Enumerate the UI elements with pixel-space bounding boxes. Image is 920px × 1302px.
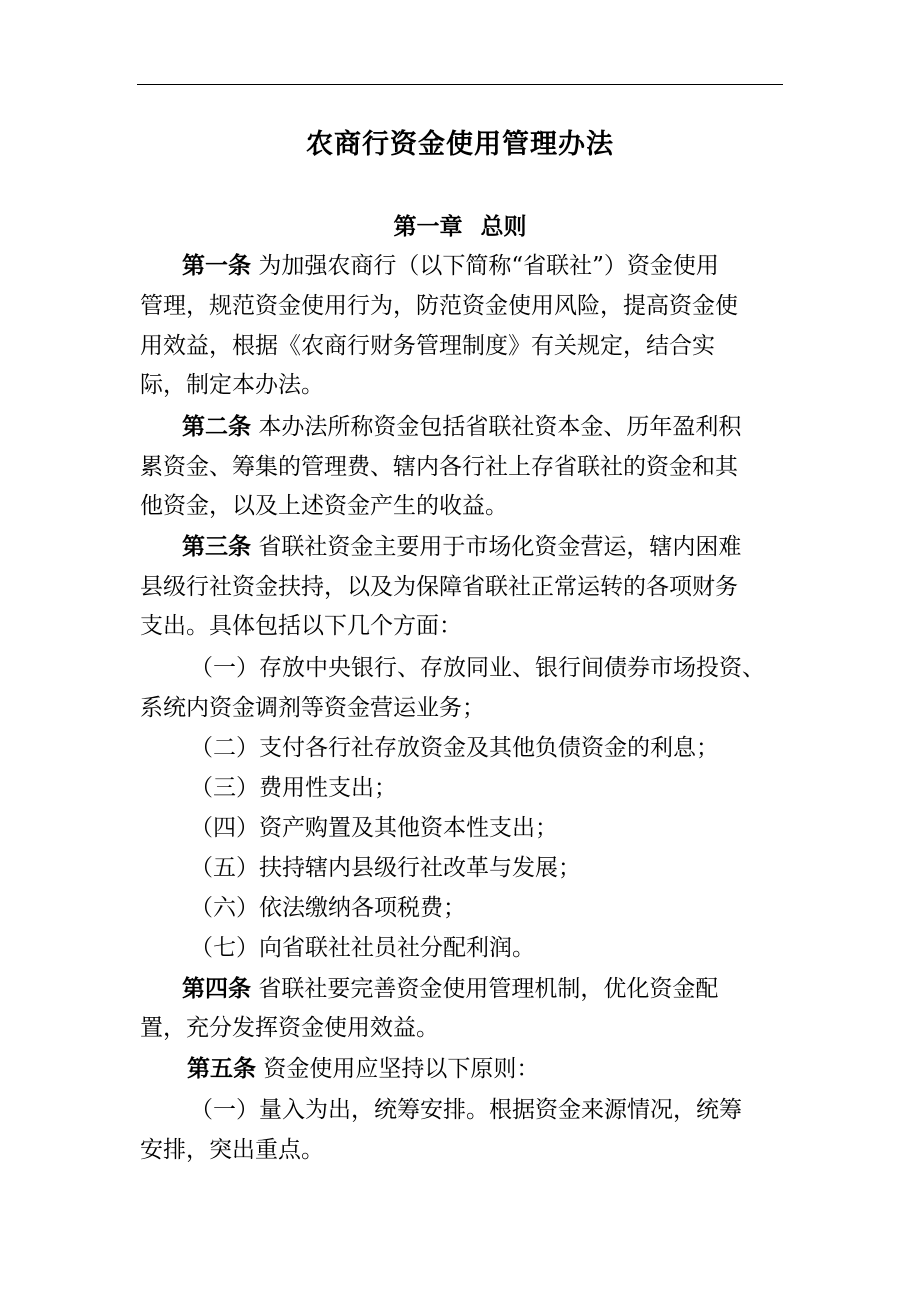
article-1-label: 第一条 xyxy=(182,253,251,279)
article-4-text-1: 省联社要完善资金使用管理机制，优化资金配 xyxy=(258,976,719,1002)
article-1-line-1 xyxy=(182,251,719,281)
article-1-line-2: 管理，规范资金使用行为，防范资金使用风险，提高资金使 xyxy=(140,293,738,319)
article-3-item-1-line-2: 系统内资金调剂等资金营运业务； xyxy=(140,695,485,721)
article-3-item-6: （六）依法缴纳各项税费； xyxy=(190,895,466,921)
article-1-line-3: 用效益，根据《农商行财务管理制度》有关规定，结合实 xyxy=(140,333,715,359)
article-1-line-4: 际，制定本办法。 xyxy=(140,372,324,398)
article-3-item-3: （三）费用性支出； xyxy=(190,775,397,801)
article-5-item-1-line-1: （一）量入为出，统筹安排。根据资金来源情况，统筹 xyxy=(190,1097,742,1123)
article-1-text-1: 为加强农商行（以下简称“省联社”）资金使用 xyxy=(258,253,719,279)
chapter-heading xyxy=(0,208,920,241)
header-rule xyxy=(137,84,783,85)
article-3-item-1-line-1: （一）存放中央银行、存放同业、银行间债券市场投资、 xyxy=(190,655,765,681)
article-2-label: 第二条 xyxy=(182,414,251,440)
document-title: 农商行资金使用管理办法 xyxy=(306,129,614,160)
article-3-item-5: （五）扶持辖内县级行社改革与发展； xyxy=(190,855,581,881)
article-5-item-1-line-2: 安排，突出重点。 xyxy=(140,1137,324,1163)
article-4-label: 第四条 xyxy=(182,976,251,1002)
article-5-label: 第五条 xyxy=(187,1056,256,1082)
article-3-line-2: 县级行社资金扶持，以及为保障省联社正常运转的各项财务 xyxy=(140,574,738,600)
article-3-item-7: （七）向省联社社员社分配利润。 xyxy=(190,935,535,961)
article-3-line-3: 支出。具体包括以下几个方面： xyxy=(140,613,462,639)
article-4-line-1 xyxy=(182,974,718,1004)
article-2-text-1: 本办法所称资金包括省联社资本金、历年盈利积 xyxy=(258,414,742,440)
article-3-item-4: （四）资产购置及其他资本性支出； xyxy=(190,815,558,841)
article-5-text-1: 资金使用应坚持以下原则： xyxy=(263,1056,540,1082)
article-4-line-2: 置，充分发挥资金使用效益。 xyxy=(140,1015,439,1041)
chapter-number: 第一章 xyxy=(393,214,463,240)
article-2-line-1 xyxy=(182,412,741,442)
article-2-line-2: 累资金、筹集的管理费、辖内各行社上存省联社的资金和其 xyxy=(140,454,738,480)
article-2-line-3: 他资金，以及上述资金产生的收益。 xyxy=(140,493,508,519)
article-3-line-1 xyxy=(182,532,741,562)
chapter-name: 总则 xyxy=(480,214,527,240)
article-5-line-1 xyxy=(187,1054,539,1084)
article-3-text-1: 省联社资金主要用于市场化资金营运，辖内困难 xyxy=(258,534,742,560)
article-3-item-2: （二）支付各行社存放资金及其他负债资金的利息； xyxy=(190,735,719,761)
article-3-label: 第三条 xyxy=(182,534,251,560)
